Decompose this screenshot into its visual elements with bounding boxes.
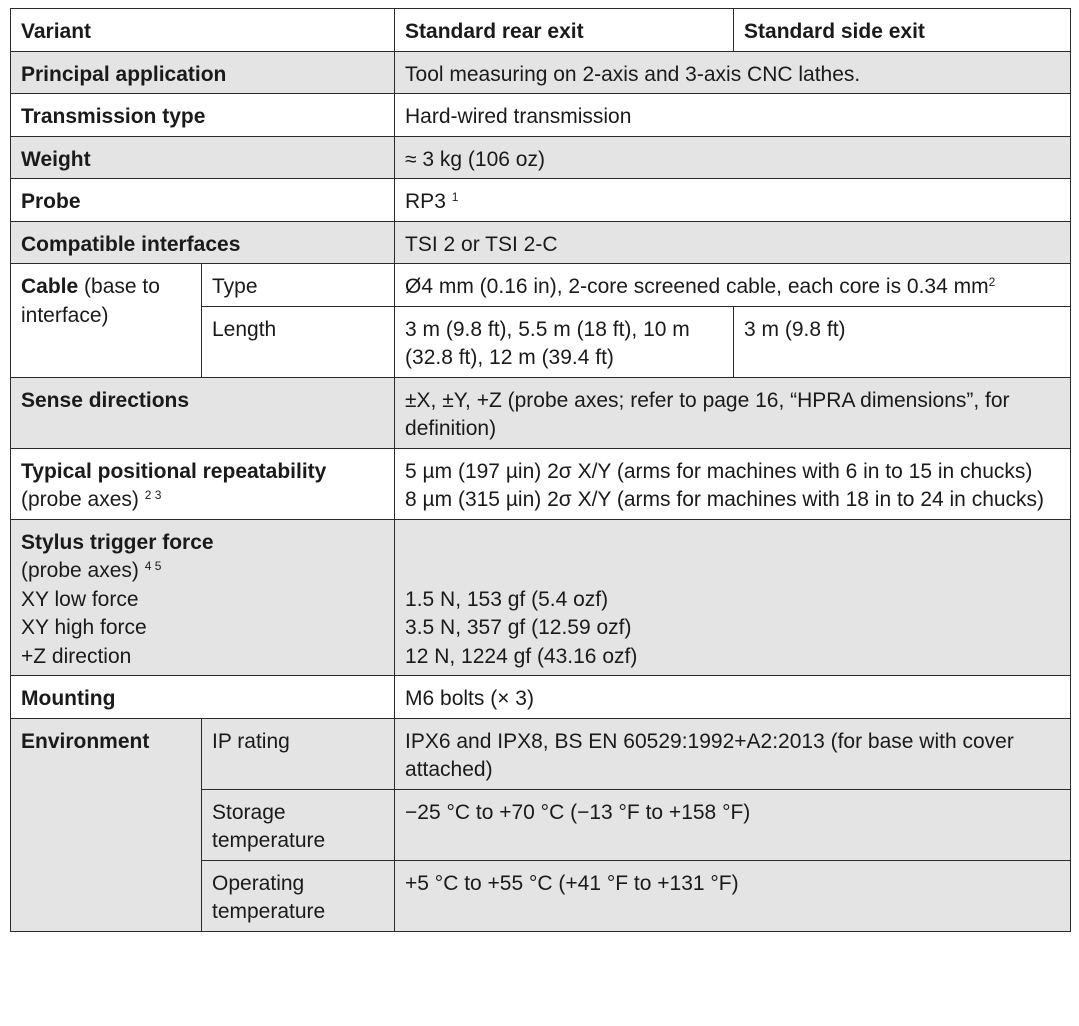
row-principal-application (11, 51, 1071, 94)
principal-application-value: Tool measuring on 2-axis and 3-axis CNC lathes. (395, 51, 1071, 94)
cable-label: Cable (21, 275, 79, 298)
cable-length-rear: 3 m (9.8 ft), 5.5 m (18 ft), 10 m (32.8 ft), 12 m (39.4 ft) (395, 306, 734, 377)
storage-temperature-value: −25 °C to +70 °C (−13 °F to +158 °F) (395, 789, 1071, 860)
row-environment-ip (11, 718, 1071, 789)
xy-high-label: XY high force (21, 616, 147, 639)
specification-table (10, 8, 1071, 932)
row-sense-directions (11, 377, 1071, 448)
transmission-type-label: Transmission type (11, 94, 395, 137)
probe-value: RP3 (405, 190, 446, 213)
repeatability-sublabel: (probe axes) (21, 488, 139, 511)
environment-label: Environment (11, 718, 202, 931)
cable-label-suffix: (base to interface) (21, 275, 160, 327)
trigger-force-label-cell (11, 519, 395, 676)
header-side-exit: Standard side exit (734, 9, 1071, 52)
probe-footnote: 1 (451, 190, 459, 204)
xy-low-label: XY low force (21, 587, 139, 611)
repeatability-footnote: 2 3 (144, 488, 162, 502)
operating-temperature-label: Operating temperature (202, 860, 395, 931)
row-repeatability (11, 448, 1071, 519)
probe-label: Probe (11, 179, 395, 222)
trigger-force-sublabel-line (21, 557, 384, 586)
cable-type-label: Type (202, 264, 395, 307)
cable-type-cell (395, 264, 1071, 307)
row-probe (11, 179, 1071, 222)
trigger-force-value-cell (395, 519, 1071, 676)
xy-high-value: 3.5 N, 357 gf (12.59 ozf) (405, 616, 632, 639)
row-cable-type (11, 264, 1071, 307)
cable-length-label: Length (202, 306, 395, 377)
weight-value: ≈ 3 kg (106 oz) (395, 136, 1071, 179)
row-transmission-type (11, 94, 1071, 137)
repeatability-value-cell (395, 448, 1071, 519)
repeatability-value-2: 8 µm (315 µin) 2σ X/Y (arms for machines with 18 in to 24 in chucks) (405, 488, 1045, 511)
repeatability-label: Typical positional repeatability (21, 459, 327, 483)
cable-label-cell (11, 264, 202, 378)
sense-directions-label: Sense directions (11, 377, 395, 448)
header-variant: Variant (11, 9, 395, 52)
z-direction-value: 12 N, 1224 gf (43.16 ozf) (405, 644, 638, 668)
row-mounting (11, 676, 1071, 719)
ip-rating-label: IP rating (202, 718, 395, 789)
mounting-label: Mounting (11, 676, 395, 719)
z-direction-label: +Z direction (21, 644, 132, 668)
trigger-force-sublabel: (probe axes) (21, 559, 139, 582)
cable-type-value: Ø4 mm (0.16 in), 2-core screened cable, each core is 0.34 mm (405, 275, 989, 298)
row-compatible-interfaces (11, 221, 1071, 264)
repeatability-value-1: 5 µm (197 µin) 2σ X/Y (arms for machines with 6 in to 15 in chucks) (405, 459, 1033, 483)
weight-label: Weight (11, 136, 395, 179)
header-row (11, 9, 1071, 52)
cable-length-side: 3 m (9.8 ft) (734, 306, 1071, 377)
sense-directions-value: ±X, ±Y, +Z (probe axes; refer to page 16, “HPRA dimensions”, for definition) (395, 377, 1071, 448)
compatible-interfaces-label: Compatible interfaces (11, 221, 395, 264)
storage-temperature-label: Storage temperature (202, 789, 395, 860)
xy-low-value: 1.5 N, 153 gf (5.4 ozf) (405, 587, 609, 611)
cable-type-sup: 2 (988, 275, 996, 289)
trigger-force-label: Stylus trigger force (21, 530, 214, 554)
header-rear-exit: Standard rear exit (395, 9, 734, 52)
repeatability-label-cell (11, 448, 395, 519)
row-trigger-force (11, 519, 1071, 676)
compatible-interfaces-value: TSI 2 or TSI 2-C (395, 221, 1071, 264)
probe-cell (395, 179, 1071, 222)
principal-application-label: Principal application (11, 51, 395, 94)
ip-rating-value: IPX6 and IPX8, BS EN 60529:1992+A2:2013 (for base with cover attached) (395, 718, 1071, 789)
trigger-force-footnote: 4 5 (144, 559, 162, 573)
transmission-type-value: Hard-wired transmission (395, 94, 1071, 137)
operating-temperature-value: +5 °C to +55 °C (+41 °F to +131 °F) (395, 860, 1071, 931)
mounting-value: M6 bolts (× 3) (395, 676, 1071, 719)
row-weight (11, 136, 1071, 179)
